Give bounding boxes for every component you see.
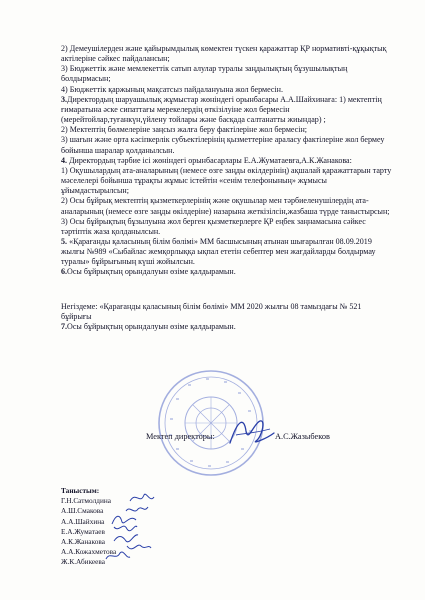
acquainted-name: Е.А.Жуматаев [61,526,105,536]
spacer [61,278,393,288]
section-7 [61,322,393,332]
acquainted-name: Ж.К.Абикеева [61,557,105,567]
document-body [61,44,393,332]
section-7-text: Осы бұйрықтың орындалуын өзіме қалдырамын. [67,321,236,331]
section-number: 6. [61,267,68,277]
paragraph: 2) Демеушілерден және қайырымдылық көмектен түскен қаражаттар ҚР нормативті-құқықтық актілеріне сәйкес пайдалансын; [61,44,387,64]
list-item: 2) Осы бұйрық мектептің қызметкерлерінің және оқушылар мен тәрбиеленушілердің ата-аналарының (немесе өзге заңды өкілдеріне) назарына жеткізілсін,жазбаша түрде таныстырсын; [61,196,390,216]
list-item: 3) шағын және орта кәсіпкерлік субъектілерінің қызметтеріне араласу фактілеріне жол бермеу бойынша шаралар қолданылсын. [61,135,385,155]
section-6 [61,267,393,277]
list-item: 1) Оқушылардың ата-аналарының (немесе өзге заңды өкілдерінің) ақшалай қаражаттарын тарту мәселелері бойынша тұрақты жұмыс істейтін «сенім телефонының» жұмысы ұйымдастырылсын; [61,165,392,196]
acquainted-title: Таныстым: [61,486,100,495]
section-number: 4. [61,155,68,165]
section-3 [61,95,393,125]
spacer [61,288,393,298]
list-item: 3) Осы бұйрықтың бұзылуына жол берген қызметкерлерге ҚР еңбек заңнамасына сәйкес тәртіптік жаза қолданылсын. [61,216,366,236]
paragraph: 3) Бюджеттік және мемлекеттік сатып алулар туралы заңдылықтың бұзушылықтың болдырмасын; [61,64,348,84]
section-5-text: «Қарағанды қаласының білім бөлімі» ММ басшысының атынан шығарылған 08.09.2019 жылғы №989 «Сыбайлас жемқорлыққа ықпал ететін себептер мен жағдайларды болдырмау туралы» бұйрығының күші жойылсын. [61,236,376,267]
section-number: 7. [61,321,68,331]
acquainted-name: Г.Н.Сатмолдина [61,496,111,506]
section-number: 5. [61,236,68,246]
basis-note: Негіздеме: «Қарағанды қаласының білім бөлімі» ММ 2020 жылғы 08 тамыздағы № 521 бұйрығы [61,301,362,321]
section-4-text: Директордың тәрбие ісі жөніндегі орынбасарлары Е.А.Жуматаевға,А.К.Жанакова: [69,155,352,165]
paragraph: 4) Бюджеттік қаржының мақсатсыз пайдалануына жол бермесін. [61,84,283,94]
section-6-text: Осы бұйрықтың орындалуын өзіме қалдырамын. [67,267,236,277]
director-name: А.С.Жазыбеков [275,432,330,441]
director-title: Мектеп директоры: [146,432,215,441]
section-4 [61,156,393,166]
signature-icon [104,549,132,563]
acquainted-name: А.А.Кожахметова [61,547,117,557]
section-3-text: Директордың шаруашылық жұмыстар жөніндегі орынбасары А.А.Шайхинаға: 1) мектептің ғимаратына әске сипаттағы мерекелердің өткізілуіне жол бермесін (мерейтойлар,туғанкүн,үйлену тойлары және басқада салтанатты жиындар) ; [61,94,382,125]
director-signature-icon [226,413,278,451]
section-5 [61,237,393,267]
section-number: 3. [61,94,68,104]
list-item: 2) Мектептің бөлмелеріне заңсыз жалға беру фактілеріне жол бермесін; [61,125,308,135]
acquainted-name: А.А.Шайхина [61,516,105,526]
acquainted-name: А.Ш.Смакова [61,506,104,516]
acquainted-name: А.К.Жанакова [61,537,105,547]
